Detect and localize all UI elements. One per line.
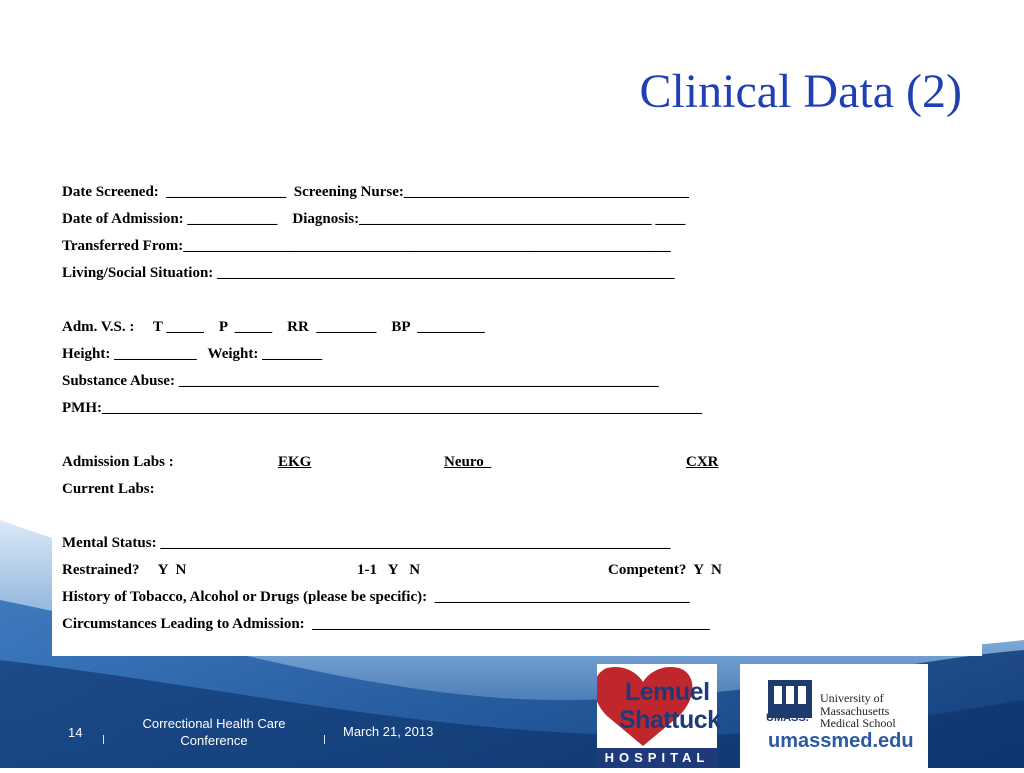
umass-mark-text: UMASS. (766, 712, 809, 724)
conference-line-1: Correctional Health Care (142, 716, 286, 731)
ekg-label: EKG (278, 454, 312, 470)
umass-name-line-2: Massachusetts (820, 703, 890, 718)
date-of-admission-line: Date of Admission: ____________ Diagnosis:_______________________________________ ____ (62, 211, 686, 227)
substance-abuse-line: Substance Abuse: ________________________________________________________________ (62, 373, 659, 389)
lemuel-shattuck-logo (597, 664, 721, 768)
restrained-label: Restrained? Y N (62, 562, 187, 578)
umass-name-line-3: Medical School (820, 716, 896, 731)
lemuel-text: Lemuel (625, 678, 710, 706)
umass-medical-logo (740, 664, 928, 768)
page-number: 14 (68, 725, 83, 740)
footer-date: March 21, 2013 (343, 724, 434, 739)
date-screened-line: Date Screened: ________________ Screening Nurse:______________________________________ (62, 184, 689, 200)
current-labs-label: Current Labs: (62, 481, 155, 497)
transferred-from-line: Transferred From:_________________________________________________________________ (62, 238, 671, 254)
competent-label: Competent? Y N (608, 562, 722, 578)
hospital-text: HOSPITAL (604, 750, 710, 765)
shattuck-text: Shattuck (619, 706, 721, 734)
umass-name-line-1: University of (820, 691, 884, 705)
footer-conference (126, 716, 302, 750)
circumstances-line: Circumstances Leading to Admission: _____________________________________________________ (62, 616, 710, 632)
conference-line-2: Conference (180, 732, 248, 748)
footer-separator (324, 735, 325, 744)
living-situation-line: Living/Social Situation: _____________________________________________________________ (62, 265, 675, 281)
neuro-label: Neuro_ (444, 454, 492, 470)
umass-name (820, 692, 896, 730)
one-to-one-label: 1-1 Y N (357, 562, 421, 578)
cxr-label: CXR (686, 454, 719, 470)
height-weight-line: Height: ___________ Weight: ________ (62, 346, 323, 362)
footer-separator (103, 735, 104, 744)
history-line: History of Tobacco, Alcohol or Drugs (please be specific): __________________________________ (62, 589, 690, 605)
slide-title: Clinical Data (2) (639, 65, 962, 118)
admission-labs-label: Admission Labs : (62, 454, 174, 470)
mental-status-line: Mental Status: ____________________________________________________________________ (62, 535, 671, 551)
vital-signs-line: Adm. V.S. : T _____ P _____ RR ________ BP _________ (62, 319, 485, 335)
umass-url: umassmed.edu (768, 730, 914, 752)
clinical-data-form (52, 176, 982, 656)
pmh-line: PMH:________________________________________________________________________________ (62, 400, 702, 416)
